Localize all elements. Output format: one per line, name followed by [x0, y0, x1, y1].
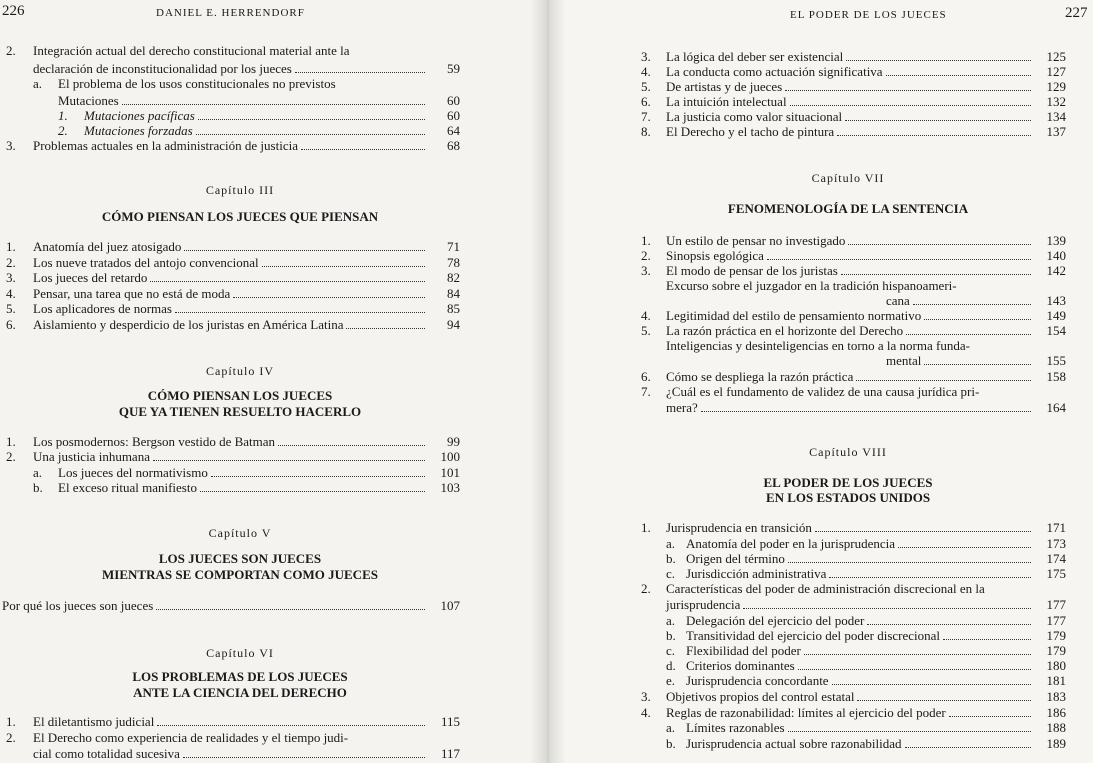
toc-entry-text: cial como totalidad sucesiva: [33, 746, 180, 761]
toc-page: 142: [1046, 263, 1066, 278]
toc-number: 4.: [641, 308, 651, 323]
toc-entry-text: Por qué los jueces son jueces: [2, 598, 154, 613]
toc-page: 99: [447, 434, 460, 449]
leader-dots: [832, 684, 1031, 685]
toc-page: 180: [1046, 658, 1066, 673]
leader-dots: [785, 90, 1031, 91]
toc-entry: [686, 673, 1066, 689]
toc-page: 85: [447, 301, 460, 316]
toc-number: 2.: [6, 43, 16, 58]
toc-number: e.: [666, 673, 676, 688]
toc-page: 132: [1046, 94, 1066, 109]
running-head: EL PODER DE LOS JUECES: [790, 9, 947, 21]
toc-page: 137: [1046, 124, 1066, 139]
leader-dots: [815, 531, 1031, 532]
toc-number: d.: [666, 658, 676, 673]
leader-dots: [122, 104, 425, 105]
toc-number: 1.: [6, 239, 16, 254]
chapter-title: EL PODER DE LOS JUECES: [763, 475, 933, 490]
leader-dots: [211, 476, 425, 477]
leader-dots: [790, 105, 1031, 106]
toc-entry: [666, 308, 1066, 324]
toc-entry: [666, 520, 1066, 536]
toc-number: 7.: [641, 384, 651, 399]
toc-entry: [666, 597, 1066, 613]
leader-dots: [184, 250, 425, 251]
toc-entry: [666, 109, 1066, 125]
toc-entry-text: Mutaciones: [58, 93, 119, 108]
toc-entry-line: Inteligencias y desinteligencias en torno a la norma funda-: [666, 338, 970, 353]
leader-dots: [278, 445, 425, 446]
leader-dots: [856, 380, 1031, 381]
toc-entry-text: Los posmodernos: Bergson vestido de Batman: [33, 434, 276, 449]
page-number: 227: [1065, 5, 1088, 21]
toc-entry: [666, 369, 1066, 385]
chapter-title: MIENTRAS SE COMPORTAN COMO JUECES: [102, 567, 378, 582]
toc-entry-text: Cómo se despliega la razón práctica: [666, 369, 854, 384]
toc-entry: [686, 566, 1066, 582]
chapter-label: Capítulo III: [205, 183, 275, 197]
leader-dots: [157, 725, 425, 726]
toc-number: 2.: [641, 581, 651, 596]
toc-entry: [666, 705, 1066, 721]
toc-entry: [686, 536, 1066, 552]
toc-number: a.: [33, 465, 43, 480]
leader-dots: [346, 328, 425, 329]
leader-dots: [701, 411, 1031, 412]
toc-entry: [33, 317, 460, 333]
toc-number: 1.: [641, 233, 651, 248]
toc-page: 59: [447, 61, 460, 76]
toc-entry: [666, 400, 1066, 416]
toc-entry-text: Límites razonables: [686, 720, 785, 735]
toc-entry-text: El exceso ritual manifiesto: [58, 480, 197, 495]
toc-page: 101: [440, 465, 460, 480]
toc-page: 164: [1046, 400, 1066, 415]
toc-entry: [33, 286, 460, 302]
toc-page: 94: [447, 317, 460, 332]
toc-page: 186: [1046, 705, 1066, 720]
toc-entry: [33, 255, 460, 271]
toc-entry: [666, 94, 1066, 110]
toc-entry: [33, 714, 460, 730]
toc-entry-text: cana: [886, 293, 910, 308]
toc-entry: [666, 124, 1066, 140]
running-head: DANIEL E. HERRENDORF: [156, 7, 305, 19]
toc-number: 7.: [641, 109, 651, 124]
toc-entry-text: Flexibilidad del poder: [686, 643, 801, 658]
toc-entry: [686, 628, 1066, 644]
toc-number: 5.: [641, 79, 651, 94]
toc-entry: [666, 233, 1066, 249]
page-number: 226: [2, 3, 25, 19]
toc-entry-text: La justicia como valor situacional: [666, 109, 843, 124]
leader-dots: [867, 624, 1031, 625]
toc-entry: [666, 263, 1066, 279]
toc-number: 2.: [641, 248, 651, 263]
toc-page: 149: [1046, 308, 1066, 323]
toc-entry-line: Integración actual del derecho constitucional material ante la: [33, 43, 350, 58]
toc-page: 127: [1046, 64, 1066, 79]
toc-entry: [33, 301, 460, 317]
toc-page: 143: [1046, 293, 1066, 308]
toc-entry-text: Un estilo de pensar no investigado: [666, 233, 846, 248]
toc-page: 68: [447, 138, 460, 153]
toc-page: 158: [1046, 369, 1066, 384]
toc-page: 60: [447, 108, 460, 123]
toc-entry: [666, 293, 1066, 309]
leader-dots: [845, 120, 1031, 121]
book-gutter-shadow: [530, 0, 566, 763]
toc-number: 2.: [6, 255, 16, 270]
toc-page: 177: [1046, 597, 1066, 612]
toc-entry: [58, 480, 460, 496]
toc-page: 174: [1046, 551, 1066, 566]
toc-page: 171: [1046, 520, 1066, 535]
leader-dots: [906, 334, 1031, 335]
toc-entry-text: Delegación del ejercicio del poder: [686, 613, 865, 628]
toc-entry-text: Sinopsis egológica: [666, 248, 764, 263]
toc-page: 117: [440, 746, 460, 761]
toc-entry-text: Jurisprudencia actual sobre razonabilidad: [686, 736, 902, 751]
leader-dots: [846, 60, 1031, 61]
toc-entry-text: La razón práctica en el horizonte del Derecho: [666, 323, 904, 338]
toc-number: 1.: [6, 434, 16, 449]
leader-dots: [196, 134, 425, 135]
toc-entry-text: Transitividad del ejercicio del poder discrecional: [686, 628, 941, 643]
toc-page: 78: [447, 255, 460, 270]
toc-number: 8.: [641, 124, 651, 139]
leader-dots: [743, 608, 1031, 609]
leader-dots: [301, 149, 425, 150]
toc-number: 3.: [641, 689, 651, 704]
toc-entry: [58, 93, 460, 109]
leader-dots: [156, 609, 425, 610]
toc-page: 188: [1046, 720, 1066, 735]
toc-entry-text: mental: [886, 353, 922, 368]
leader-dots: [153, 460, 425, 461]
leader-dots: [949, 716, 1031, 717]
toc-entry-text: El Derecho y el tacho de pintura: [666, 124, 835, 139]
chapter-label: Capítulo V: [208, 526, 272, 540]
toc-number: a.: [666, 613, 676, 628]
toc-number: 4.: [641, 64, 651, 79]
toc-number: 6.: [6, 317, 16, 332]
toc-entry: [666, 79, 1066, 95]
toc-entry-text: Aislamiento y desperdicio de los juristas en América Latina: [33, 317, 344, 332]
toc-entry-text: Jurisprudencia en transición: [666, 520, 812, 535]
toc-number: 2.: [58, 123, 68, 138]
toc-number: b.: [666, 628, 676, 643]
toc-number: 5.: [641, 323, 651, 338]
toc-number: c.: [666, 566, 676, 581]
toc-page: 173: [1046, 536, 1066, 551]
toc-entry-line: ¿Cuál es el fundamento de validez de una causa jurídica pri-: [666, 384, 980, 399]
toc-entry-line: El problema de los usos constitucionales no previstos: [58, 76, 336, 91]
toc-page: 179: [1046, 643, 1066, 658]
chapter-label: Capítulo VI: [206, 646, 274, 660]
toc-entry-text: Anatomía del poder en la jurisprudencia: [686, 536, 896, 551]
toc-entry: [33, 138, 460, 154]
leader-dots: [767, 259, 1031, 260]
toc-number: c.: [666, 643, 676, 658]
leader-dots: [943, 639, 1031, 640]
toc-number: 3.: [6, 270, 16, 285]
leader-dots: [848, 244, 1031, 245]
toc-number: 6.: [641, 94, 651, 109]
toc-page: 100: [440, 449, 460, 464]
leader-dots: [788, 731, 1031, 732]
toc-entry-text: El modo de pensar de los juristas: [666, 263, 838, 278]
toc-entry-line: Características del poder de administración discrecional en la: [666, 581, 985, 596]
toc-entry-text: mera?: [666, 400, 698, 415]
toc-entry-text: El diletantismo judicial: [33, 714, 155, 729]
leader-dots: [898, 547, 1031, 548]
toc-entry: [666, 689, 1066, 705]
toc-entry-text: Problemas actuales en la administración de justicia: [33, 138, 298, 153]
toc-entry: [686, 736, 1066, 752]
toc-page: 107: [440, 598, 460, 613]
toc-page: 103: [440, 480, 460, 495]
toc-page: 155: [1046, 353, 1066, 368]
toc-number: 2.: [6, 449, 16, 464]
chapter-label: Capítulo VII: [811, 171, 885, 185]
toc-number: a.: [666, 536, 676, 551]
toc-entry-text: Jurisdicción administrativa: [686, 566, 827, 581]
toc-entry: [2, 598, 460, 614]
toc-entry-text: Reglas de razonabilidad: límites al ejercicio del poder: [666, 705, 946, 720]
toc-number: a.: [666, 720, 676, 735]
toc-number: b.: [666, 736, 676, 751]
toc-entry: [666, 64, 1066, 80]
toc-entry-text: Mutaciones forzadas: [84, 123, 193, 138]
chapter-label: Capítulo VIII: [809, 445, 887, 459]
toc-entry-text: jurisprudencia: [666, 597, 741, 612]
toc-number: 2.: [6, 730, 16, 745]
toc-number: 3.: [641, 49, 651, 64]
toc-entry-text: Mutaciones pacíficas: [84, 108, 195, 123]
leader-dots: [262, 266, 425, 267]
toc-entry-text: Anatomía del juez atosigado: [33, 239, 182, 254]
leader-dots: [886, 75, 1031, 76]
toc-entry-text: Una justicia inhumana: [33, 449, 150, 464]
toc-number: 5.: [6, 301, 16, 316]
toc-number: 4.: [6, 286, 16, 301]
toc-entry-text: La lógica del deber ser existencial: [666, 49, 844, 64]
toc-page: 64: [447, 123, 460, 138]
toc-page: 82: [447, 270, 460, 285]
toc-entry: [84, 123, 460, 139]
toc-entry-text: Los jueces del retardo: [33, 270, 148, 285]
toc-page: 181: [1046, 673, 1066, 688]
leader-dots: [788, 562, 1031, 563]
toc-entry: [686, 643, 1066, 659]
toc-entry-text: Objetivos propios del control estatal: [666, 689, 855, 704]
toc-page: 177: [1046, 613, 1066, 628]
toc-entry-line: Excurso sobre el juzgador en la tradición hispanoameri-: [666, 278, 957, 293]
toc-page: 84: [447, 286, 460, 301]
toc-number: 3.: [6, 138, 16, 153]
toc-entry-line: El Derecho como experiencia de realidades y el tiempo judi-: [33, 730, 349, 745]
toc-entry-text: declaración de inconstitucionalidad por los jueces: [33, 61, 292, 76]
toc-page: 140: [1046, 248, 1066, 263]
toc-entry: [58, 465, 460, 481]
toc-page: 60: [447, 93, 460, 108]
toc-entry-text: De artistas y de jueces: [666, 79, 783, 94]
toc-entry: [84, 108, 460, 124]
toc-entry-text: Legitimidad del estilo de pensamiento normativo: [666, 308, 922, 323]
toc-entry: [666, 49, 1066, 65]
chapter-title: CÓMO PIENSAN LOS JUECES QUE PIENSAN: [101, 209, 379, 224]
toc-entry-text: Los nueve tratados del antojo convencional: [33, 255, 259, 270]
toc-entry: [686, 658, 1066, 674]
toc-page: 129: [1046, 79, 1066, 94]
leader-dots: [150, 281, 425, 282]
leader-dots: [200, 491, 425, 492]
chapter-title: FENOMENOLOGÍA DE LA SENTENCIA: [727, 201, 969, 216]
chapter-title: ANTE LA CIENCIA DEL DERECHO: [133, 685, 347, 700]
toc-page: 189: [1046, 736, 1066, 751]
chapter-title: LOS PROBLEMAS DE LOS JUECES: [132, 669, 348, 684]
toc-entry-text: Los jueces del normativismo: [58, 465, 208, 480]
leader-dots: [857, 700, 1031, 701]
toc-number: a.: [33, 76, 43, 91]
leader-dots: [804, 654, 1031, 655]
leader-dots: [798, 669, 1031, 670]
chapter-title: QUE YA TIENEN RESUELTO HACERLO: [118, 404, 362, 419]
toc-page: 115: [440, 714, 460, 729]
leader-dots: [924, 364, 1031, 365]
toc-page: 71: [447, 239, 460, 254]
toc-entry-text: La conducta como actuación significativa: [666, 64, 883, 79]
toc-entry-text: Pensar, una tarea que no está de moda: [33, 286, 231, 301]
toc-number: b.: [33, 480, 43, 495]
toc-number: b.: [666, 551, 676, 566]
toc-entry: [666, 323, 1066, 339]
toc-page: 179: [1046, 628, 1066, 643]
toc-number: 1.: [58, 108, 68, 123]
toc-entry: [686, 551, 1066, 567]
toc-page: 139: [1046, 233, 1066, 248]
toc-entry: [686, 720, 1066, 736]
toc-entry: [33, 239, 460, 255]
toc-entry: [666, 353, 1066, 369]
leader-dots: [198, 119, 425, 120]
toc-entry-text: Los aplicadores de normas: [33, 301, 172, 316]
toc-number: 3.: [641, 263, 651, 278]
toc-page: 183: [1046, 689, 1066, 704]
leader-dots: [924, 319, 1031, 320]
toc-entry-text: Origen del término: [686, 551, 785, 566]
toc-page: 134: [1046, 109, 1066, 124]
toc-number: 1.: [641, 520, 651, 535]
toc-entry: [33, 270, 460, 286]
leader-dots: [829, 577, 1031, 578]
toc-entry: [33, 449, 460, 465]
toc-number: 1.: [6, 714, 16, 729]
toc-entry-text: Criterios dominantes: [686, 658, 795, 673]
toc-number: 6.: [641, 369, 651, 384]
toc-entry: [666, 248, 1066, 264]
right-page: [548, 0, 1093, 763]
chapter-title: LOS JUECES SON JUECES: [158, 551, 322, 566]
chapter-title: EN LOS ESTADOS UNIDOS: [765, 490, 931, 505]
leader-dots: [183, 757, 425, 758]
leader-dots: [905, 747, 1032, 748]
leader-dots: [913, 304, 1031, 305]
toc-page: 154: [1046, 323, 1066, 338]
leader-dots: [837, 135, 1031, 136]
leader-dots: [175, 312, 425, 313]
toc-entry-text: Jurisprudencia concordante: [686, 673, 829, 688]
toc-page: 175: [1046, 566, 1066, 581]
toc-page: 125: [1046, 49, 1066, 64]
leader-dots: [295, 72, 425, 73]
toc-entry: [33, 61, 460, 77]
leader-dots: [841, 274, 1031, 275]
chapter-label: Capítulo IV: [206, 364, 274, 378]
leader-dots: [233, 297, 425, 298]
toc-entry-text: La intuición intelectual: [666, 94, 787, 109]
toc-entry: [33, 434, 460, 450]
chapter-title: CÓMO PIENSAN LOS JUECES: [147, 388, 333, 403]
toc-entry: [33, 746, 460, 762]
toc-number: 4.: [641, 705, 651, 720]
toc-entry: [686, 613, 1066, 629]
